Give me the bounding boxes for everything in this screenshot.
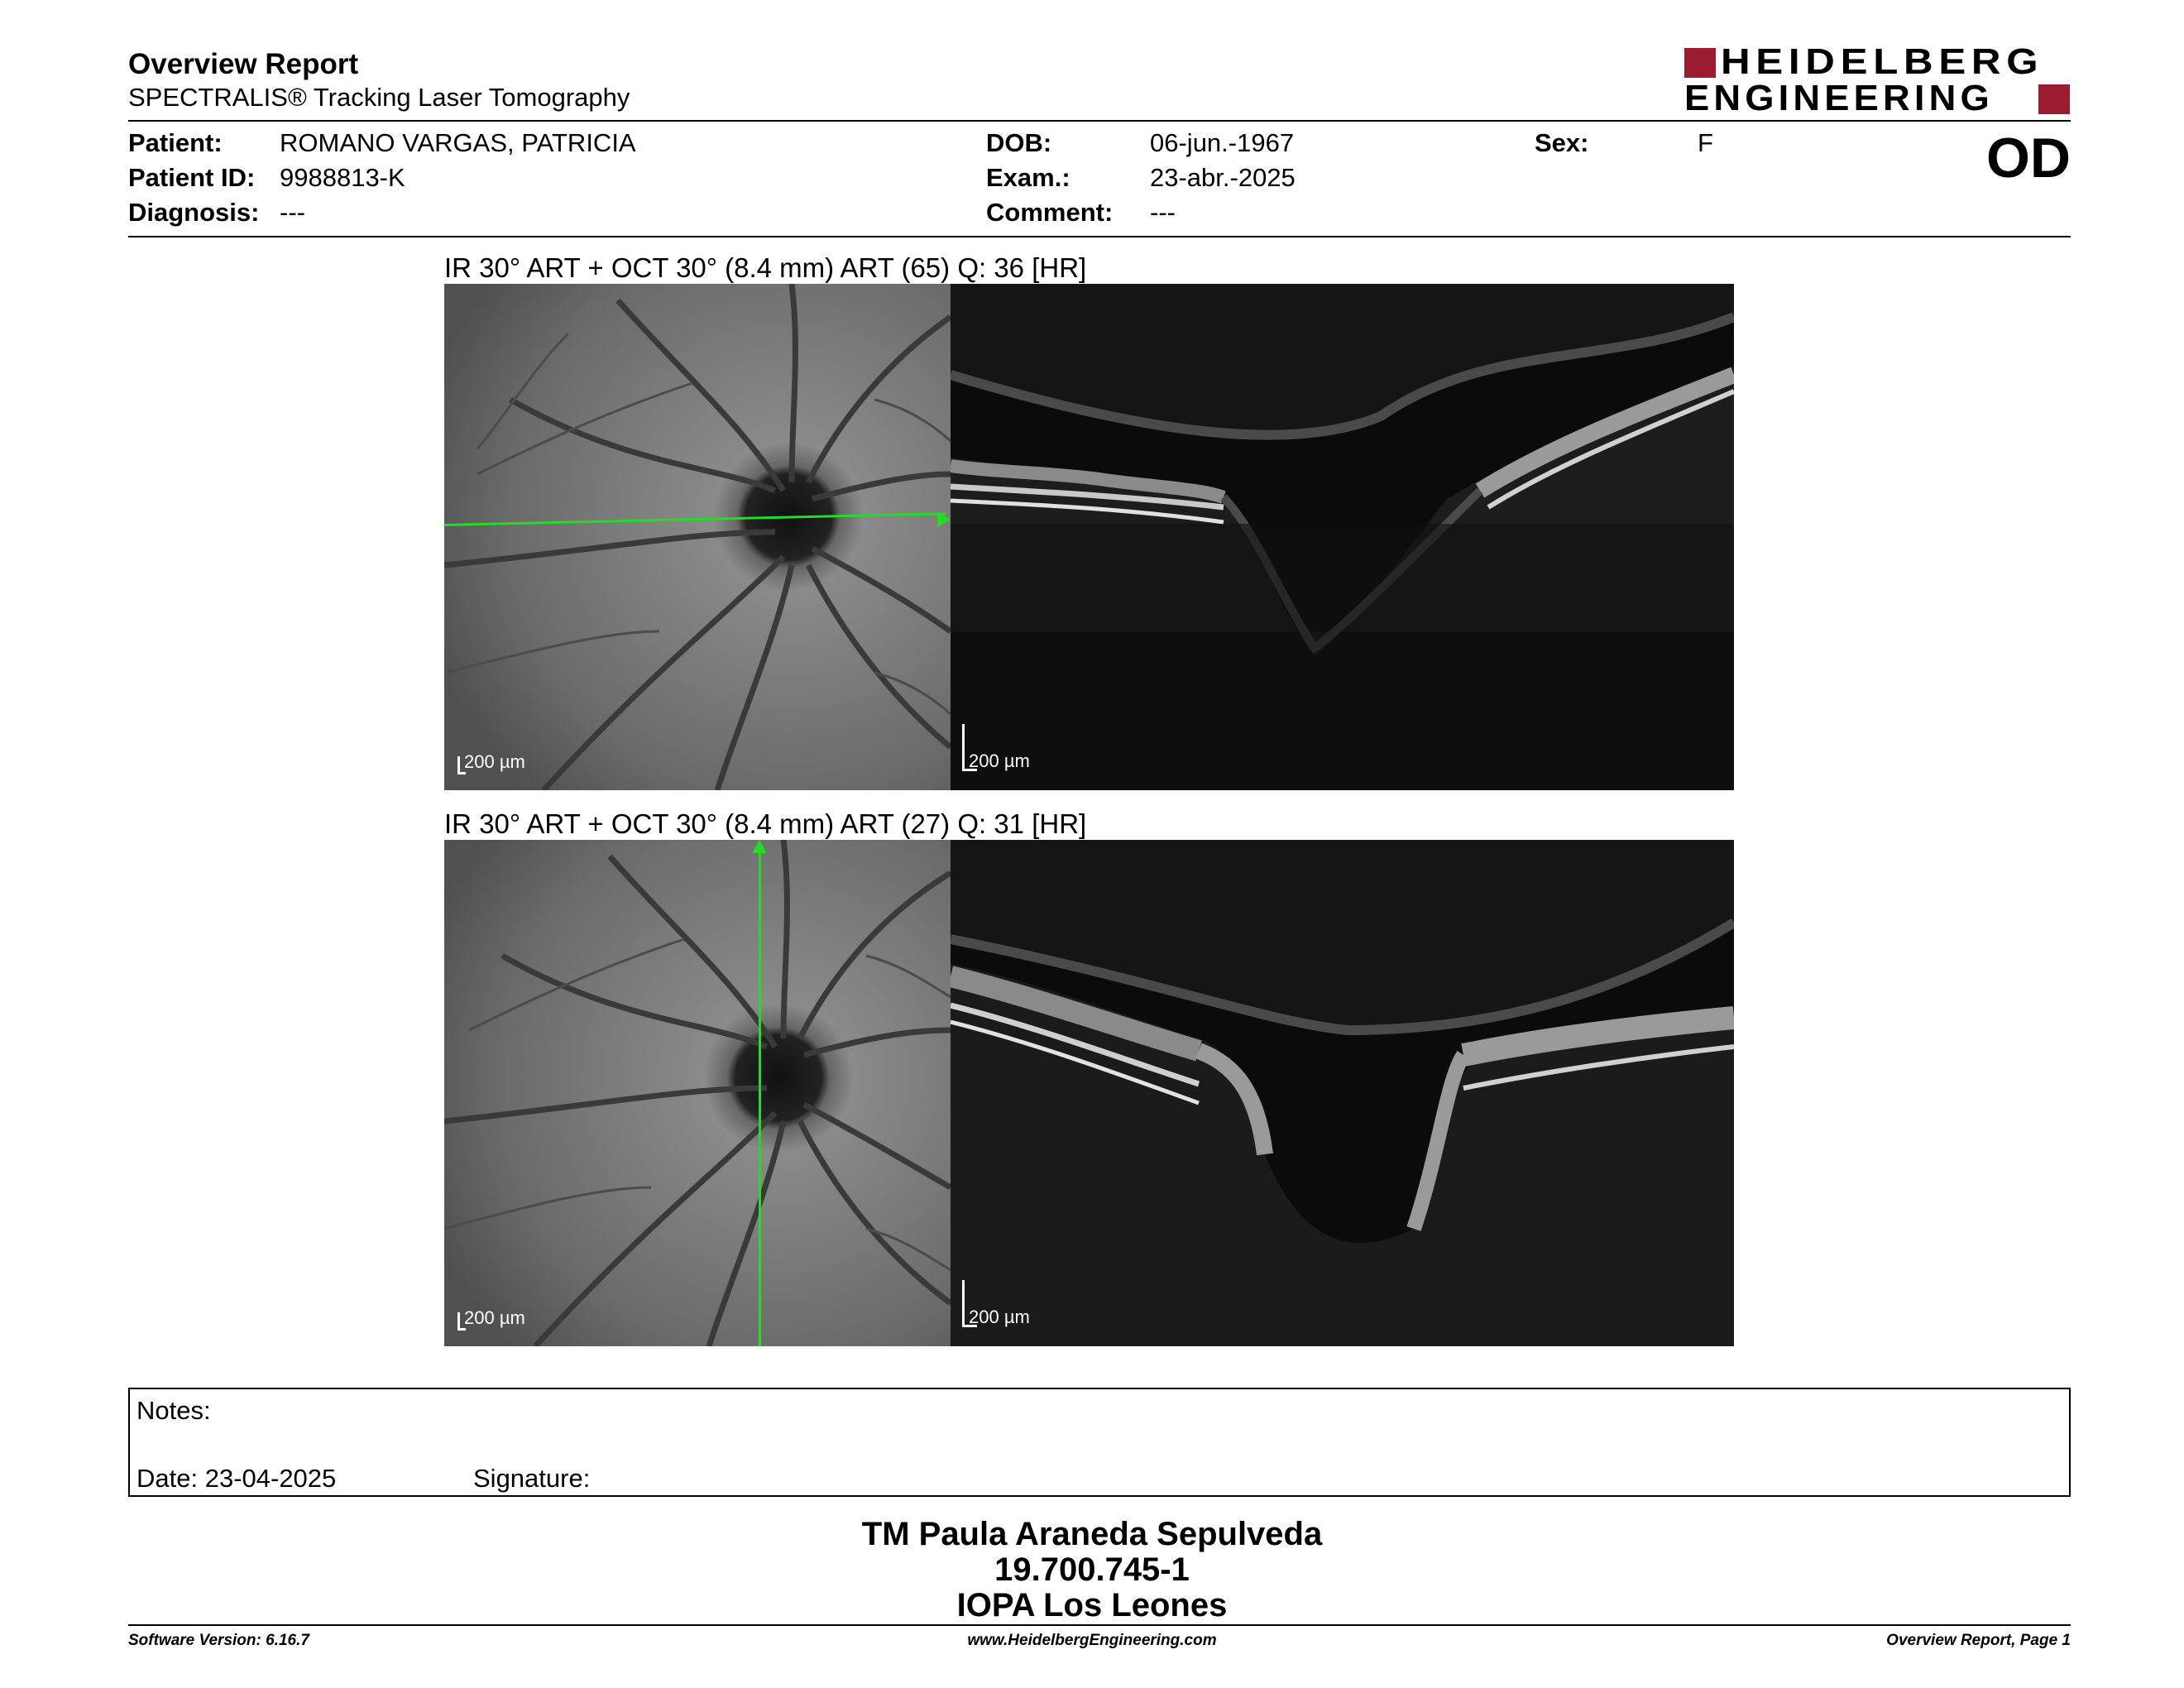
footer-rule [128, 1624, 2071, 1626]
ir-fundus-image-2 [444, 840, 951, 1346]
ir-scale-label-1: 200 µm [464, 751, 525, 772]
oct-scale-label-2: 200 µm [969, 1307, 1030, 1327]
patient-id-value: 9988813-K [280, 163, 405, 192]
header-rule [128, 120, 2071, 122]
heidelberg-logo [1684, 41, 2070, 118]
scan-arrow-icon-2 [752, 840, 767, 853]
signatory-id: 19.700.745-1 [994, 1551, 1190, 1588]
scan-arrow-icon-1 [937, 512, 951, 527]
dob-value: 06-jun.-1967 [1150, 128, 1295, 157]
page-indicator: Overview Report, Page 1 [1886, 1632, 2071, 1649]
exam-value: 23-abr.-2025 [1150, 163, 1296, 192]
ir-scan-line-2 [759, 851, 761, 1346]
oct-scale-label-1: 200 µm [969, 750, 1030, 771]
diagnosis-value: --- [280, 198, 305, 227]
oct-scale-bar-2 [962, 1280, 1053, 1330]
patient-label: Patient: [128, 128, 223, 157]
report-subtitle: SPECTRALIS® Tracking Laser Tomography [128, 83, 630, 112]
signature-label: Signature: [473, 1464, 591, 1493]
signatory-name: TM Paula Araneda Sepulveda [861, 1516, 1323, 1552]
patient-value: ROMANO VARGAS, PATRICIA [280, 128, 636, 157]
notes-box [128, 1388, 2071, 1497]
oct-bscan-image-1 [951, 284, 1734, 790]
ir-scale-bar-1 [457, 751, 548, 776]
oct-bscan-image-2 [951, 840, 1734, 1346]
website-link[interactable]: www.HeidelbergEngineering.com [967, 1632, 1217, 1649]
scan-caption-2: IR 30° ART + OCT 30° (8.4 mm) ART (27) Q: 31 [HR] [444, 808, 1087, 839]
sex-value: F [1698, 128, 1713, 157]
software-version: Software Version: 6.16.7 [128, 1632, 309, 1649]
ir-scale-bar-2 [457, 1307, 548, 1332]
diagnosis-label: Diagnosis: [128, 198, 260, 227]
eye-indicator: OD [1986, 127, 2071, 189]
ir-scale-label-2: 200 µm [464, 1307, 525, 1328]
signatory-institution: IOPA Los Leones [956, 1587, 1228, 1623]
comment-label: Comment: [986, 198, 1114, 227]
notes-label: Notes: [136, 1396, 211, 1425]
scan-caption-1: IR 30° ART + OCT 30° (8.4 mm) ART (65) Q: 36 [HR] [444, 252, 1087, 283]
logo-square-icon-2 [2038, 84, 2070, 114]
ir-fundus-image-1 [444, 284, 951, 790]
exam-label: Exam.: [986, 163, 1070, 192]
dob-label: DOB: [986, 128, 1052, 157]
patient-id-label: Patient ID: [128, 163, 256, 192]
logo-square-icon [1684, 48, 1716, 78]
logo-line1: HEIDELBERG [1721, 41, 2044, 82]
report-title: Overview Report [128, 48, 359, 80]
logo-line2: ENGINEERING [1684, 78, 1994, 118]
patient-rule [128, 236, 2071, 237]
notes-date: Date: 23-04-2025 [136, 1464, 337, 1493]
comment-value: --- [1150, 198, 1176, 227]
oct-scale-bar-1 [962, 724, 1053, 774]
sex-label: Sex: [1535, 128, 1589, 157]
